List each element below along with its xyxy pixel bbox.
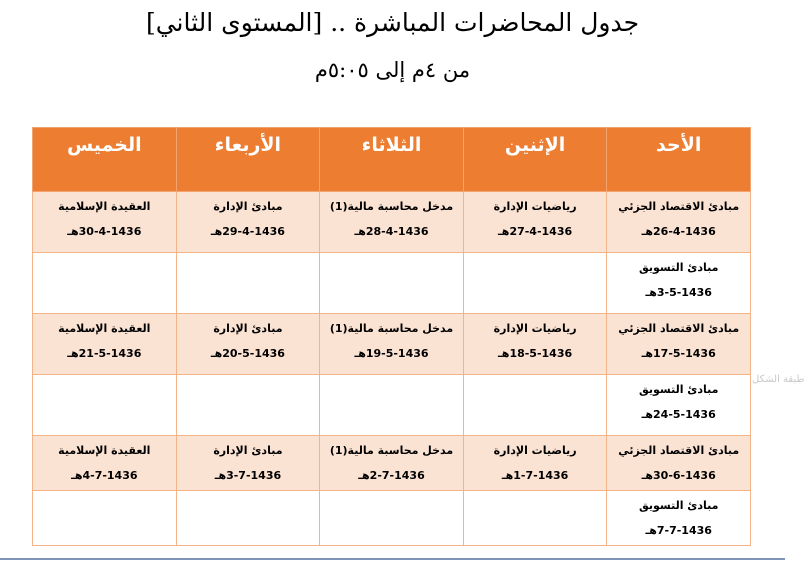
course-name: العقيدة الإسلامية xyxy=(58,200,151,213)
schedule-cell xyxy=(33,253,177,314)
day-header-thursday: الخميس xyxy=(33,128,177,192)
course-name: العقيدة الإسلامية xyxy=(58,322,151,335)
time-range: من ٤م إلى ٥:٠٥م xyxy=(314,58,471,82)
table-row xyxy=(33,314,751,375)
course-name: مبادئ الإدارة xyxy=(213,200,283,213)
schedule-cell xyxy=(607,375,751,436)
course-name: مدخل محاسبة مالية(1) xyxy=(329,200,454,213)
course-name: مبادئ التسويق xyxy=(638,261,719,274)
schedule-cell xyxy=(463,253,607,314)
course-name: مبادئ الإدارة xyxy=(213,322,283,335)
lecture-date: 27-4-1436هـ xyxy=(498,225,573,238)
day-header-tuesday: الثلاثاء xyxy=(320,128,464,192)
lecture-date: 24-5-1436هـ xyxy=(641,408,716,421)
faint-shape-label: طبقة الشكل xyxy=(752,374,804,385)
course-name: رياضيات الإدارة xyxy=(493,444,577,457)
schedule-cell xyxy=(176,253,320,314)
lecture-date: 4-7-1436هـ xyxy=(71,469,138,482)
course-name: مبادئ التسويق xyxy=(638,383,719,396)
schedule-cell xyxy=(176,375,320,436)
day-header-wednesday: الأربعاء xyxy=(176,128,320,192)
lecture-date: 30-4-1436هـ xyxy=(67,225,142,238)
schedule-cell xyxy=(33,375,177,436)
lecture-date: 28-4-1436هـ xyxy=(354,225,429,238)
table-header-row xyxy=(33,128,751,192)
schedule-cell xyxy=(463,314,607,375)
schedule-cell xyxy=(33,314,177,375)
lecture-date: 2-7-1436هـ xyxy=(358,469,425,482)
table-row xyxy=(33,192,751,253)
schedule-cell xyxy=(320,491,464,546)
course-name: العقيدة الإسلامية xyxy=(58,444,151,457)
schedule-cell xyxy=(320,253,464,314)
lecture-date: 3-5-1436هـ xyxy=(645,286,712,299)
day-header-sunday: الأحد xyxy=(607,128,751,192)
course-name: رياضيات الإدارة xyxy=(493,322,577,335)
schedule-cell xyxy=(176,192,320,253)
schedule-cell xyxy=(320,436,464,491)
course-name: رياضيات الإدارة xyxy=(493,200,577,213)
schedule-cell xyxy=(463,375,607,436)
schedule-cell xyxy=(176,491,320,546)
schedule-cell xyxy=(320,192,464,253)
course-name: مبادئ الاقتصاد الجزئي xyxy=(618,444,740,457)
lecture-date: 20-5-1436هـ xyxy=(210,347,285,360)
table-row xyxy=(33,491,751,546)
lecture-date: 29-4-1436هـ xyxy=(210,225,285,238)
course-name: مدخل محاسبة مالية(1) xyxy=(329,444,454,457)
schedule-cell xyxy=(176,436,320,491)
course-name: مدخل محاسبة مالية(1) xyxy=(329,322,454,335)
bottom-divider xyxy=(0,558,785,560)
schedule-cell xyxy=(463,491,607,546)
lecture-date: 3-7-1436هـ xyxy=(214,469,282,482)
lecture-date: 1-7-1436هـ xyxy=(501,469,569,482)
schedule-cell xyxy=(320,375,464,436)
table-row xyxy=(33,436,751,491)
lecture-date: 7-7-1436هـ xyxy=(645,524,712,537)
schedule-cell xyxy=(607,253,751,314)
schedule-cell xyxy=(176,314,320,375)
schedule-cell xyxy=(607,436,751,491)
table-row xyxy=(33,375,751,436)
lecture-date: 18-5-1436هـ xyxy=(498,347,573,360)
lecture-date: 17-5-1436هـ xyxy=(641,347,716,360)
page-title: جدول المحاضرات المباشرة .. [المستوى الثاني] xyxy=(145,8,640,37)
course-name: مبادئ التسويق xyxy=(638,499,719,512)
schedule-cell xyxy=(463,436,607,491)
schedule-cell xyxy=(463,192,607,253)
day-header-monday: الإثنين xyxy=(463,128,607,192)
schedule-cell xyxy=(607,314,751,375)
lecture-date: 19-5-1436هـ xyxy=(354,347,429,360)
course-name: مبادئ الاقتصاد الجزئي xyxy=(618,322,740,335)
schedule-cell xyxy=(607,491,751,546)
schedule-cell xyxy=(33,192,177,253)
schedule-cell xyxy=(320,314,464,375)
schedule-cell xyxy=(607,192,751,253)
lecture-date: 30-6-1436هـ xyxy=(641,469,716,482)
course-name: مبادئ الاقتصاد الجزئي xyxy=(618,200,740,213)
lecture-date: 26-4-1436هـ xyxy=(641,225,716,238)
schedule-cell xyxy=(33,491,177,546)
course-name: مبادئ الإدارة xyxy=(213,444,283,457)
schedule-cell xyxy=(33,436,177,491)
lecture-date: 21-5-1436هـ xyxy=(67,347,142,360)
table-row xyxy=(33,253,751,314)
lecture-schedule-table xyxy=(32,127,751,546)
